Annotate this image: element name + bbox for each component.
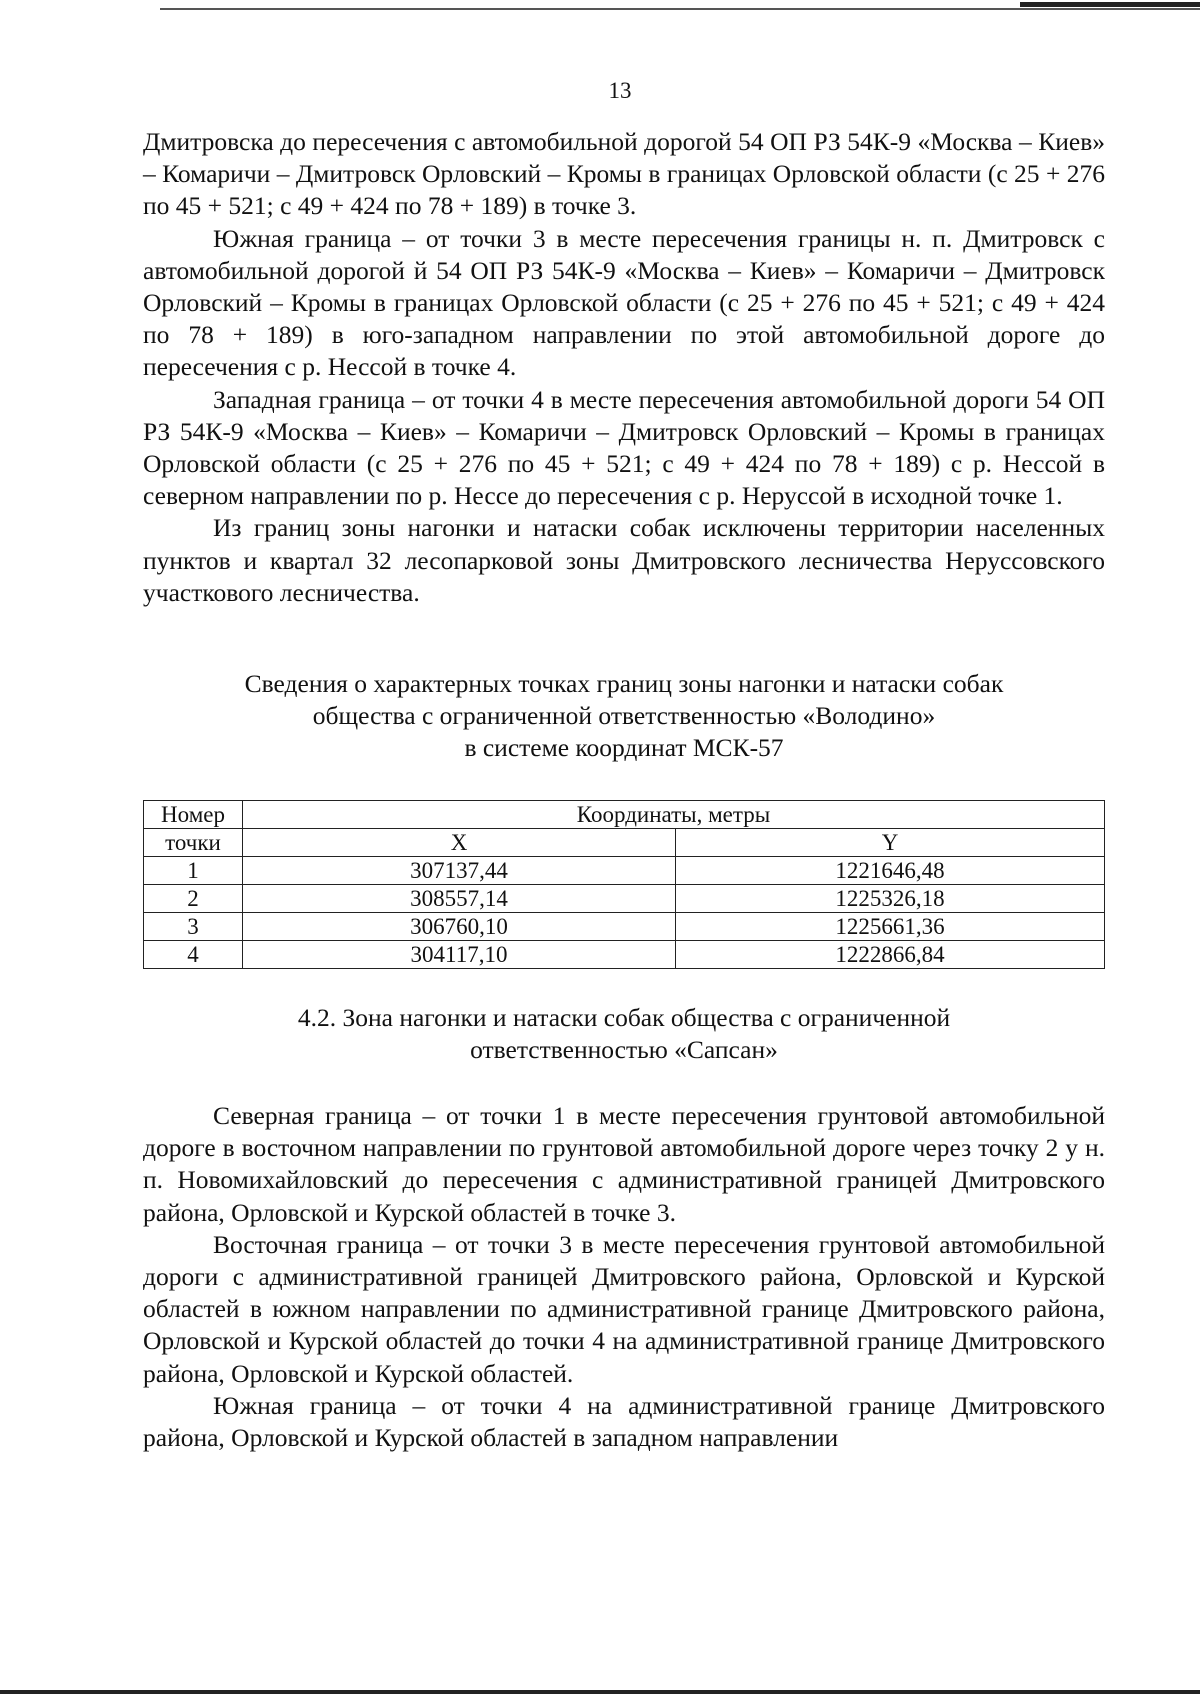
top-scan-rule (160, 8, 1200, 10)
paragraph-east-boundary: Восточная граница – от точки 3 в месте пересечения грунтовой автомобильной дороги с административной границей Дмитровского района, Орловской и Курской областей в южном направлении по административной границе Дмитровского района, Орловской и Курской областей до точки 4 на административной границе Дмитровского района, Орловской и Курской областей. (143, 1229, 1105, 1388)
table-row (144, 913, 1105, 941)
top-scan-rule-thick (1020, 2, 1200, 7)
header-y: Y (676, 829, 1105, 857)
table-caption-line: в системе координат МСК-57 (464, 733, 784, 762)
table-caption-line: Сведения о характерных точках границ зоны нагонки и натаски собак (244, 669, 1004, 698)
header-point-number-cont: точки (144, 829, 243, 857)
table-row (144, 941, 1105, 969)
cell-y: 1222866,84 (676, 941, 1105, 969)
cell-point: 2 (144, 885, 243, 913)
header-point-number: Номер (144, 801, 243, 829)
coordinates-table (143, 800, 1105, 969)
header-coordinates: Координаты, метры (243, 801, 1105, 829)
table-caption (143, 668, 1105, 764)
cell-x: 304117,10 (243, 941, 676, 969)
section-2-text (143, 1100, 1105, 1454)
section-heading-line: ответственностью «Сапсан» (470, 1035, 778, 1064)
cell-y: 1225661,36 (676, 913, 1105, 941)
paragraph-south-boundary: Южная граница – от точки 4 на административной границе Дмитровского района, Орловской и Курской областей в западном направлении (143, 1390, 1105, 1453)
table-header-row (144, 829, 1105, 857)
page-number: 13 (608, 78, 632, 103)
cell-point: 4 (144, 941, 243, 969)
table-row (144, 857, 1105, 885)
cell-point: 1 (144, 857, 243, 885)
section-heading-line: 4.2. Зона нагонки и натаски собак общества с ограниченной (297, 1003, 951, 1032)
section-heading-4-2 (143, 1002, 1105, 1066)
cell-y: 1221646,48 (676, 857, 1105, 885)
section-1-text (143, 126, 1105, 609)
cell-x: 306760,10 (243, 913, 676, 941)
paragraph: Дмитровска до пересечения с автомобильной дорогой 54 ОП РЗ 54К-9 «Москва – Киев» – Комаричи – Дмитровск Орловский – Кромы в границах Орловской области (с 25 + 276 по 45 + 521; с 49 + 424 по 78 + 189) в точке 3. (143, 127, 1105, 221)
paragraph-exclusions: Из границ зоны нагонки и натаски собак исключены территории населенных пунктов и квартал 32 лесопарковой зоны Дмитровского лесничества Неруссовского участкового лесничества. (143, 513, 1105, 607)
bottom-scan-rule (0, 1690, 1200, 1694)
paragraph-west-boundary: Западная граница – от точки 4 в месте пересечения автомобильной дороги 54 ОП РЗ 54К-9 «Москва – Киев» – Комаричи – Дмитровск Орловский – Кромы в границах Орловской области (с 25 + 276 по 45 + 521; с 49 + 424 по 78 + 189) с р. Нессой в северном направлении по р. Нессе до пересечения с р. Неруссой в исходной точке 1. (143, 384, 1105, 511)
cell-point: 3 (144, 913, 243, 941)
header-x: X (243, 829, 676, 857)
paragraph-south-boundary: Южная граница – от точки 3 в месте пересечения границы н. п. Дмитровск с автомобильной дорогой й 54 ОП РЗ 54К-9 «Москва – Киев» – Комаричи – Дмитровск Орловский – Кромы в границах Орловской области (с 25 + 276 по 45 + 521; с 49 + 424 по 78 + 189) в юго-западном направлении по этой автомобильной дороге до пересечения с р. Нессой в точке 4. (143, 223, 1105, 382)
table-header-row (144, 801, 1105, 829)
table-caption-line: общества с ограниченной ответственностью «Володино» (312, 701, 936, 730)
paragraph-north-boundary: Северная граница – от точки 1 в месте пересечения грунтовой автомобильной дороге в восточном направлении по грунтовой автомобильной дороге через точку 2 у н. п. Новомихайловский до пересечения с административной границей Дмитровского района, Орловской и Курской областей в точке 3. (143, 1101, 1105, 1227)
cell-x: 308557,14 (243, 885, 676, 913)
table-row (144, 885, 1105, 913)
cell-x: 307137,44 (243, 857, 676, 885)
cell-y: 1225326,18 (676, 885, 1105, 913)
